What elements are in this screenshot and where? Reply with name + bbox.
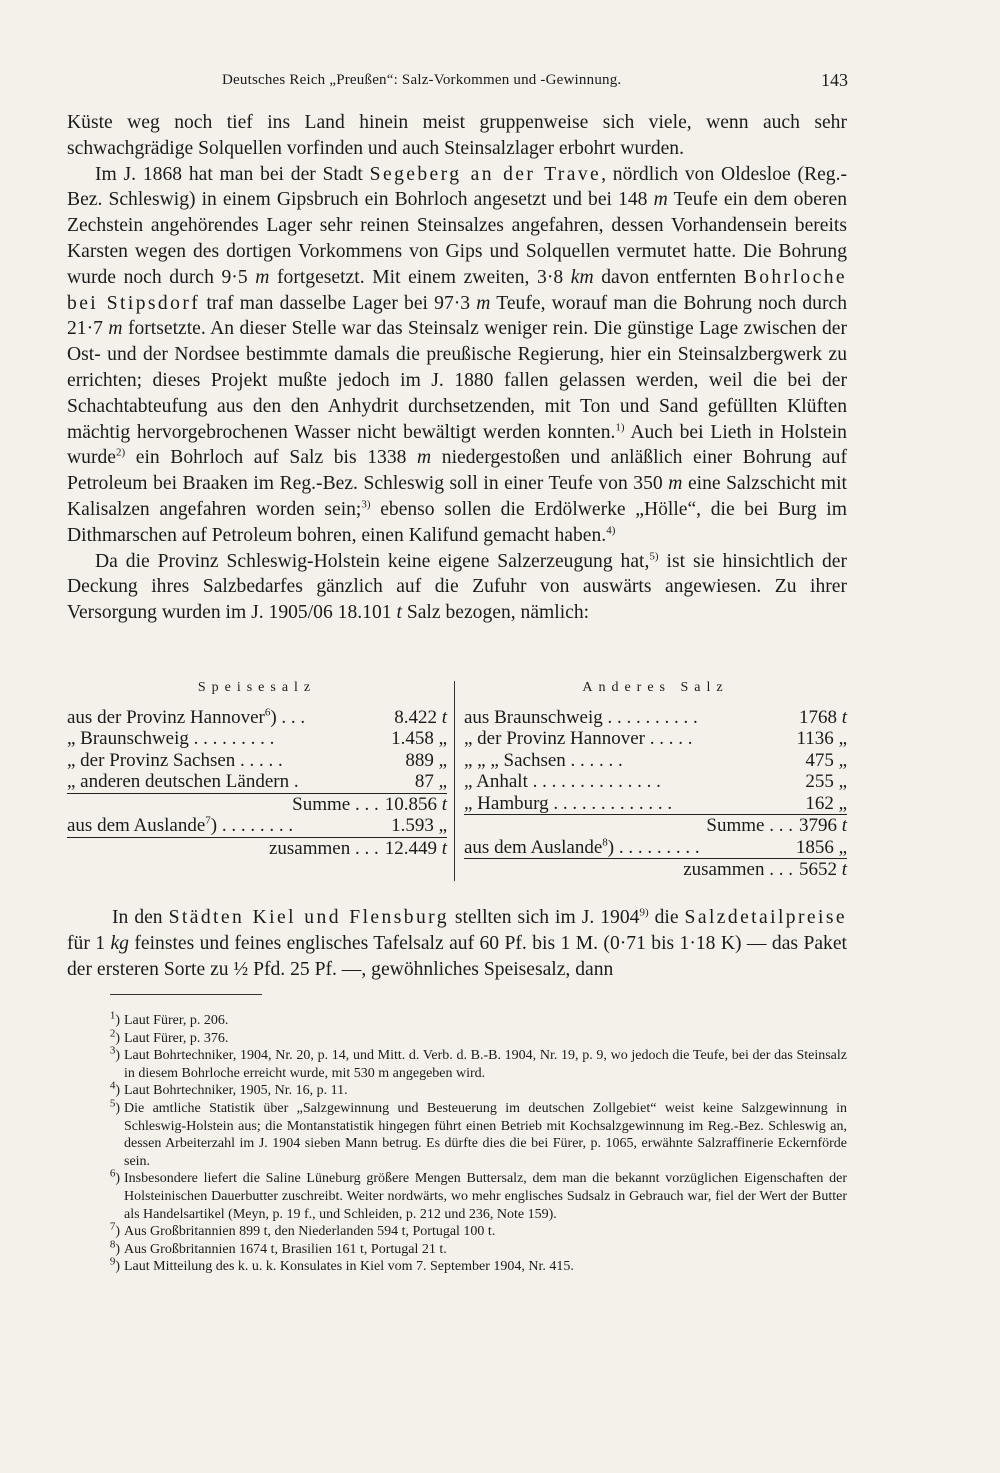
total-value: 12.449 t [384,837,447,859]
unit: kg [110,932,129,954]
footnote-ref: 4) [606,524,616,537]
paragraph-3 [67,549,847,626]
table-total-row [464,859,847,881]
paragraph-1: Küste weg noch tief ins Land hinein meist gruppenweise sich viele, wenn auch sehr schwachgrädige Solquellen vorfinden und auch Steinsalzlager erbohrt wurden. [67,112,847,159]
table-row [464,771,847,793]
table-abroad-row [67,815,447,838]
table-total-row [67,838,447,860]
text-run: In den [112,907,163,928]
text-run: fortgesetzt. Mit einem zweiten, 3·8 [277,266,564,288]
page-number: 143 [821,70,848,90]
row-label: „ Anhalt . . . . . . . . . . . . . . [464,771,661,792]
footnote: $^7$) Aus Großbritannien 899 t, den Niederlanden 594 t, Portugal 100 t. [109,1220,496,1240]
text-run: Da die Provinz Schleswig-Holstein keine eigene Salzerzeugung hat, [95,550,650,572]
total-value: 5652 t [798,859,847,880]
footnote: $^5$) Die amtliche Statistik über „Salzgewinnung und Besteuerung im deutschen Zollgebiet“ weist keine Salzgewinnung in Schleswig-Holstein aus; die Montanstatistik hingegen führt einen Betrieb mit Kochsalzgewinnung im Reg.-Bez. Schleswig an, dessen Arbeiterzahl im J. 1904 sieben Mann betrug. Es dürfte dies die bei Fürer, p. 1065, erwähnte Salzraffinerie Eckernförde sein. [109,1097,847,1169]
text-run: niedergestoßen und anläßlich einer Bohrung auf Petroleum bei Braaken im Reg.-Bez. Schleswig soll in einer Teufe von 350 [67,447,848,495]
table-row [464,793,847,816]
table-speisesalz [67,677,447,859]
text-run: davon entfernten [601,266,737,288]
footnote-ref: 3) [361,498,371,511]
table-title: Speisesalz [197,680,317,695]
text-run: stellten sich im J. 1904 [454,907,640,928]
spaced-emphasis: Bohrloche bei Stipsdorf [67,266,847,314]
text-run: ist sie hinsichtlich der Deckung ihres Salzbedarfes gänzlich auf die Zufuhr von auswärts angewiesen. Zu ihrer Versorgung wurden im J. 1905/06 18.101 [67,550,848,624]
total-label: zusammen . . . [683,859,793,880]
row-label: aus der Provinz Hannover$^6$) . . . [67,706,306,728]
table-row [67,771,447,794]
row-value: 1136 „ [796,728,847,749]
text-run: Salz bezogen, nämlich: [406,602,590,624]
table-sum-row [464,815,847,837]
text-run: für 1 [67,932,106,954]
footnote: $^3$) Laut Bohrtechniker, 1904, Nr. 20, p. 14, und Mitt. d. Verb. d. B.-B. 1904, Nr. 19, p. 9, wo jedoch die Teufe, bei der das Steinsalz in diesem Bohrloche erreicht wurde, mit 530 m angegeben wird. [109,1044,847,1081]
unit: m [668,473,683,495]
row-label: „ Braunschweig . . . . . . . . . [67,728,275,749]
text-run: Teufe, worauf man die Bohrung noch durch 21·7 [67,292,847,340]
unit: m [653,189,668,211]
row-label: „ Hamburg . . . . . . . . . . . . . [464,792,673,814]
footnotes [92,1009,847,1276]
text-run: die [654,907,679,928]
text-run: ebenso sollen die Erdölwerke „Hölle“, die bei Burg im Dithmarschen auf Petroleum bohren, einen Kalifund gemacht haben. [67,498,847,546]
unit: m [476,292,491,314]
row-label: aus Braunschweig . . . . . . . . . . [464,706,698,728]
footnote: $^4$) Laut Bohrtechniker, 1905, Nr. 16, p. 11. [109,1079,348,1099]
body-text [67,110,847,626]
row-value: 1.593 „ [391,815,447,836]
footnote: $^8$) Aus Großbritannien 1674 t, Brasilien 161 t, Portugal 21 t. [109,1238,447,1257]
row-label: „ „ „ Sachsen . . . . . . [464,749,623,771]
row-value: 87 „ [414,771,447,792]
row-value: 1768 t [798,706,847,728]
footnote-ref: 2) [115,446,126,459]
footnote-rule [110,994,262,995]
row-value: 8.422 t [394,706,447,728]
text-run: Im J. 1868 hat man bei der Stadt [95,163,363,185]
text-run: eine Salzschicht mit Kalisalzen angefahren worden sein; [67,473,848,520]
spaced-emphasis: Städten Kiel und Flensburg [168,907,449,928]
sum-value: 3796 t [798,815,847,836]
footnote: $^9$) Laut Mitteilung des k. u. k. Konsulates in Kiel vom 7. September 1904, Nr. 415. [109,1255,574,1275]
unit: m [108,318,123,340]
row-label: „ der Provinz Hannover . . . . . [464,728,693,749]
footnote-ref: 5) [649,550,659,563]
text-run: Teufe ein dem oberen Zechstein angehörendes Lager sehr reinen Steinsalzes angefahren, dessen Vorhandensein bereits Karsten wegen des dortigen Vorkommens von Gips und Solquellen vermutet hatte. Die Bohrung wurde noch durch 9·5 [67,189,847,288]
table-row [464,750,847,772]
unit: t [396,602,402,624]
sum-label: Summe . . . [706,815,793,836]
footnote-ref: 9) [639,906,649,919]
row-label: aus dem Auslande$^7$) . . . . . . . . [67,815,294,836]
total-label: zusammen . . . [268,837,379,859]
row-label: aus dem Auslande$^8$) . . . . . . . . . [464,836,700,858]
row-value: 1856 „ [795,836,847,858]
spaced-emphasis: Segeberg an der Trave [369,163,602,185]
table-row [464,728,847,750]
text-run: Auch bei Lieth in Holstein wurde [67,421,847,469]
footnote-ref: 1) [615,421,625,434]
table-abroad-row [464,837,847,860]
footnote: $^2$) Laut Fürer, p. 376. [109,1026,229,1046]
paragraph-4 [67,905,847,982]
table-row [67,728,447,750]
salt-supply-tables [67,677,847,887]
row-value: 889 „ [405,749,447,771]
page-header [0,72,1000,96]
table-title: Anderes Salz [582,680,729,695]
text-run: , nördlich von Oldesloe (Reg.-Bez. Schleswig) in einem Gipsbruch ein Bohrloch angesetzt und bei 148 [67,163,848,211]
row-label: „ anderen deutschen Ländern . [67,771,299,792]
row-value: 255 „ [805,771,847,792]
row-value: 1.458 „ [391,728,447,749]
row-value: 475 „ [805,749,847,771]
row-label: „ der Provinz Sachsen . . . . . [67,749,283,771]
text-run: feinstes und feines englisches Tafelsalz auf 60 Pf. bis 1 M. (0·71 bis 1·18 K) — das Paket der ersteren Sorte zu ½ Pfd. 25 Pf. —, gewöhnliches Speisesalz, dann [67,932,847,980]
footnote: $^6$) Insbesondere liefert die Saline Lüneburg größere Mengen Buttersalz, dem man die bekannt vorzüglichen Eigenschaften der Holsteinischen Dauerbutter zuschreibt. Weiter nordwärts, wo mehr englisches Sudsalz in Gebrauch war, fiel der Wert der Butter als Handelsartikel (Meyn, p. 19 f., und Schleiden, p. 212 und 236, Note 159). [109,1167,847,1222]
table-anderes-salz [464,677,847,881]
text-run: fortsetzte. An dieser Stelle war das Steinsalz weniger rein. Die günstige Lage zwischen der Ost- und der Nordsee bestimmte damals die preußische Regierung, hier ein Steinsalzbergwerk zu errichten; dieses Projekt mußte jedoch im J. 1880 fallen gelassen werden, weil die bei der Schachtabteufung aus den den Anhydrit durchsetzenden, mit Ton und Sand gefüllten Klüften mächtig hervorgebrochenen Wasser nicht bewältigt werden konnten. [67,318,847,443]
unit: m [255,266,270,288]
paragraph-2 [67,162,847,549]
table-row [67,750,447,772]
table-row [464,707,847,729]
unit: km [570,266,594,288]
row-value: 162 „ [805,792,847,814]
sum-value: 10.856 t [384,793,447,815]
text-run: ein Bohrloch auf Salz bis 1338 [135,447,407,469]
running-head: Deutsches Reich „Preußen“: Salz-Vorkommen und -Gewinnung. [222,72,622,88]
table-row [67,707,447,729]
unit: m [417,447,432,469]
table-sum-row [67,794,447,816]
sum-label: Summe . . . [292,793,379,815]
spaced-emphasis: Salzdetailpreise [684,907,847,928]
footnote: $^1$) Laut Fürer, p. 206. [109,1009,229,1028]
column-divider [454,681,455,881]
text-run: traf man dasselbe Lager bei 97·3 [206,292,471,314]
